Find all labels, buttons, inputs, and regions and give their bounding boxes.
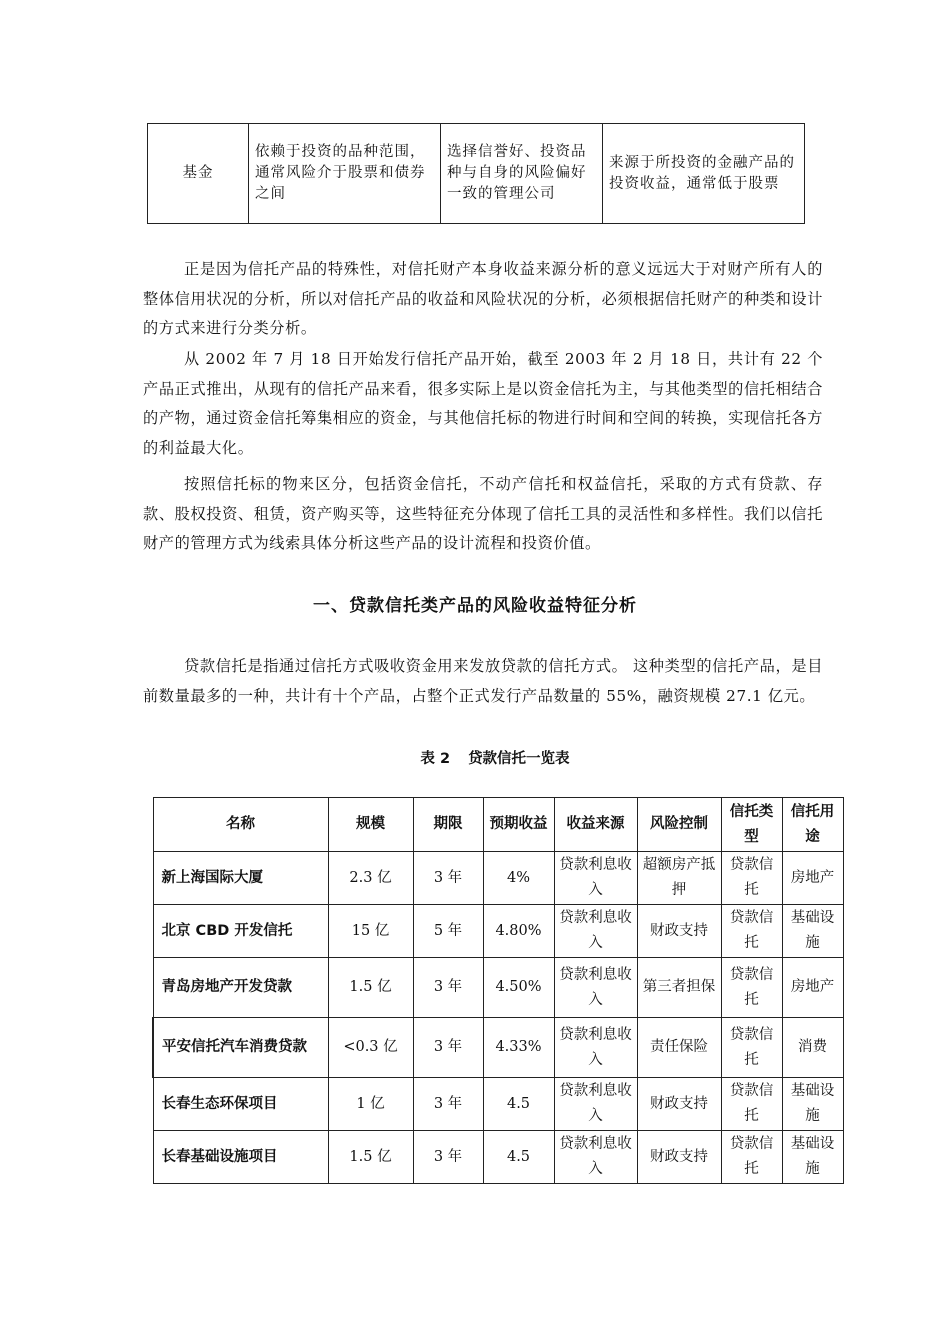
paragraph-4: 贷款信托是指通过信托方式吸收资金用来发放贷款的信托方式。 这种类型的信托产品，是目前数量最多的一种，共计有十个产品，占整个正式发行产品数量的 55%，融资规模 27.1 亿元。: [143, 657, 823, 705]
table-cell: 4.80%: [483, 905, 554, 958]
table-cell: 贷款利息收入: [554, 1131, 637, 1184]
table-cell: 1.5 亿: [328, 1131, 413, 1184]
table-cell: 超额房产抵押: [637, 852, 721, 905]
table-cell: 责任保险: [637, 1018, 721, 1078]
table-cell-type: 基金: [148, 124, 249, 224]
table-caption-number: 表 2: [420, 751, 451, 767]
table-cell: 财政支持: [637, 905, 721, 958]
section-heading: 一、贷款信托类产品的风险收益特征分析: [313, 596, 637, 616]
table-cell: 贷款利息收入: [554, 852, 637, 905]
table-cell: 4.50%: [483, 958, 554, 1018]
table-cell: 基础设施: [782, 1131, 843, 1184]
table-cell: 2.3 亿: [328, 852, 413, 905]
table-cell: 贷款利息收入: [554, 905, 637, 958]
table-cell: 青岛房地产开发贷款: [153, 958, 328, 1018]
table-row: [153, 1131, 843, 1184]
table-cell: 3 年: [413, 852, 483, 905]
column-header: 收益来源: [554, 798, 637, 852]
table-cell: 财政支持: [637, 1078, 721, 1131]
table-cell: 5 年: [413, 905, 483, 958]
table-cell: 15 亿: [328, 905, 413, 958]
paragraph-2: 从 2002 年 7 月 18 日开始发行信托产品开始，截至 2003 年 2 月 18 日，共计有 22 个产品正式推出，从现有的信托产品来看，很多实际上是以资金信托为主，与其他类型的信托相结合的产物，通过资金信托筹集相应的资金，与其他信托标的物进行时间和空间的转换，实现信托各方的利益最大化。: [143, 350, 823, 457]
table-cell: 3 年: [413, 958, 483, 1018]
table-caption: [0, 747, 950, 768]
column-header: 信托类型: [721, 798, 782, 852]
table-row: [153, 905, 843, 958]
table-cell: 1.5 亿: [328, 958, 413, 1018]
table-cell: 贷款信托: [721, 1078, 782, 1131]
table-row: [148, 124, 805, 224]
table-cell: 财政支持: [637, 1131, 721, 1184]
table-cell: 房地产: [782, 958, 843, 1018]
table-cell: 平安信托汽车消费贷款: [153, 1018, 328, 1078]
column-header: 期限: [413, 798, 483, 852]
table-cell: 长春生态环保项目: [153, 1078, 328, 1131]
table-row: [153, 1018, 843, 1078]
table-cell: 房地产: [782, 852, 843, 905]
table-cell: 贷款利息收入: [554, 958, 637, 1018]
table-cell: 消费: [782, 1018, 843, 1078]
table-cell: 贷款利息收入: [554, 1078, 637, 1131]
table-cell: 3 年: [413, 1078, 483, 1131]
table-cell-selection: 选择信誉好、投资品种与自身的风险偏好一致的管理公司: [441, 124, 603, 224]
table-cell: 贷款信托: [721, 958, 782, 1018]
table-cell: 贷款信托: [721, 852, 782, 905]
column-header: 预期收益: [483, 798, 554, 852]
table-cell: 新上海国际大厦: [153, 852, 328, 905]
table-cell: 4.5: [483, 1078, 554, 1131]
table-cell: 基础设施: [782, 905, 843, 958]
column-header: 信托用途: [782, 798, 843, 852]
paragraph-3: 按照信托标的物来区分，包括资金信托，不动产信托和权益信托，采取的方式有贷款、存款、股权投资、租赁，资产购买等，这些特征充分体现了信托工具的灵活性和多样性。我们以信托财产的管理方式为线索具体分析这些产品的设计流程和投资价值。: [143, 475, 823, 552]
fund-continuation-table: [147, 123, 805, 224]
table-cell-risk: 依赖于投资的品种范围，通常风险介于股票和债券之间: [249, 124, 441, 224]
paragraph-1: 正是因为信托产品的特殊性，对信托财产本身收益来源分析的意义远远大于对财产所有人的整体信用状况的分析，所以对信托产品的收益和风险状况的分析，必须根据信托财产的种类和设计的方式来进行分类分析。: [143, 260, 823, 337]
table-cell: <0.3 亿: [328, 1018, 413, 1078]
table-cell: 第三者担保: [637, 958, 721, 1018]
table-cell: 3 年: [413, 1131, 483, 1184]
column-header: 名称: [153, 798, 328, 852]
table-cell: 贷款信托: [721, 1131, 782, 1184]
table-row: [153, 1078, 843, 1131]
table-cell: 长春基础设施项目: [153, 1131, 328, 1184]
table-cell: 4%: [483, 852, 554, 905]
column-header: 风险控制: [637, 798, 721, 852]
table-cell: 3 年: [413, 1018, 483, 1078]
table-cell: 4.33%: [483, 1018, 554, 1078]
table-caption-title: 贷款信托一览表: [468, 751, 570, 767]
table-header-row: [153, 798, 843, 852]
table-cell: 贷款信托: [721, 1018, 782, 1078]
table-cell: 贷款信托: [721, 905, 782, 958]
table-cell: 贷款利息收入: [554, 1018, 637, 1078]
table-cell: 1 亿: [328, 1078, 413, 1131]
table-cell-return-source: 来源于所投资的金融产品的投资收益，通常低于股票: [603, 124, 805, 224]
table-cell: 北京 CBD 开发信托: [153, 905, 328, 958]
table-row: [153, 958, 843, 1018]
loan-trust-table: [152, 797, 844, 1184]
table-cell: 基础设施: [782, 1078, 843, 1131]
table-cell: 4.5: [483, 1131, 554, 1184]
column-header: 规模: [328, 798, 413, 852]
table-row: [153, 852, 843, 905]
